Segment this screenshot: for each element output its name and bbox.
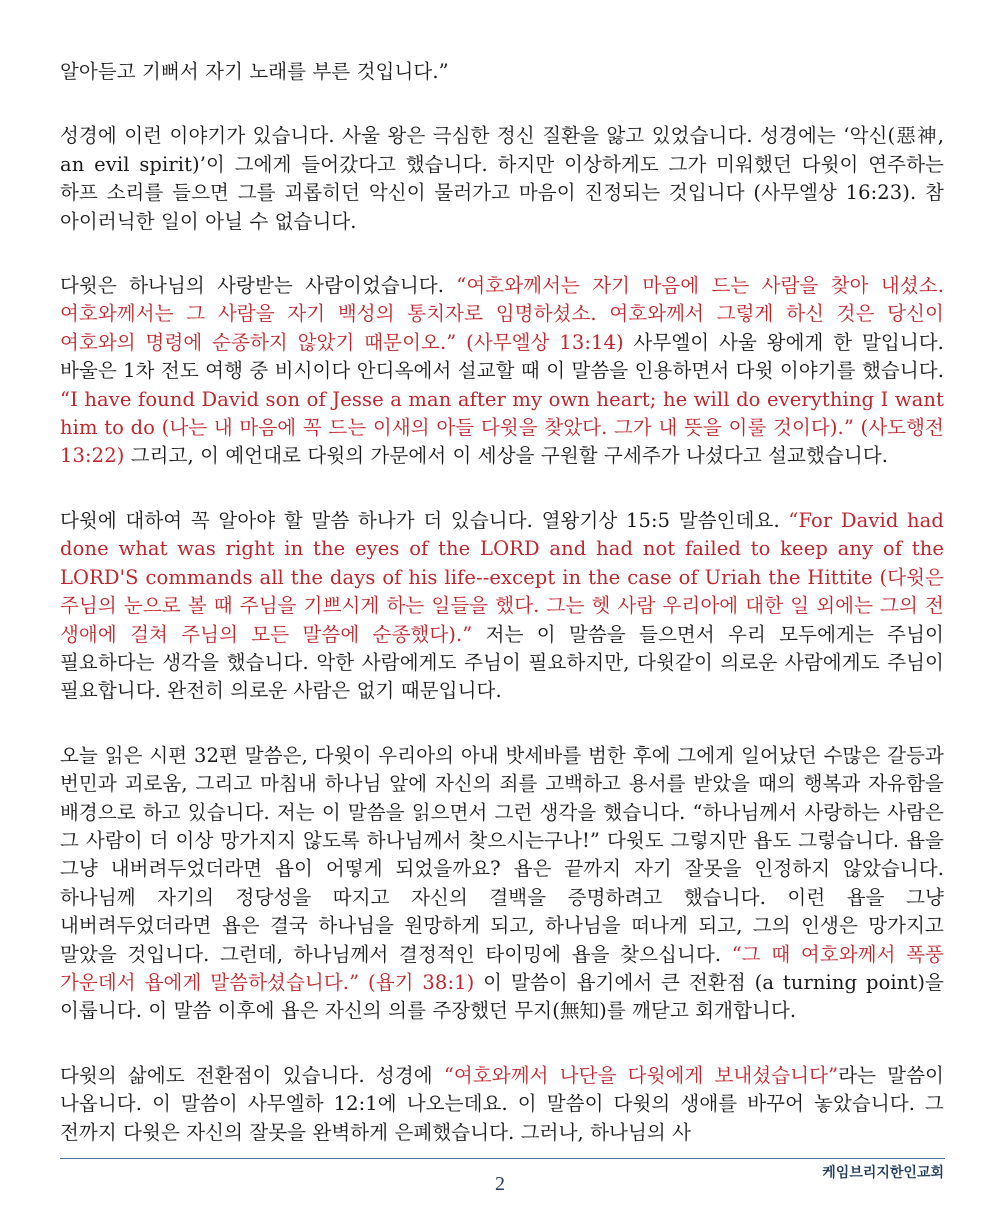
body-text-run: 그리고, 이 예언대로 다윗의 가문에서 이 세상을 구원할 구세주가 나셨다고 설교했습니다.	[124, 444, 889, 468]
body-text-run: 저는 이 말씀을 들으면서 우리 모두에게는 주님이 필요하다는 생각을 했습니다. 악한 사람에게도 주님이 필요하지만, 다윗같이 의로운 사람에게도 주님이 필요합니다. 완전히 의로운 사람은 없기 때문입니다.	[60, 622, 944, 703]
page-number: 2	[495, 1173, 505, 1195]
body-text	[60, 58, 944, 1147]
body-text-run: 다윗의 삶에도 전환점이 있습니다. 성경에	[60, 1063, 444, 1087]
body-text-run: 이 말씀이 욥기에서 큰 전환점 (a turning point)을 이룹니다. 이 말씀 이후에 욥은 자신의 의를 주장했던 무지(無知)를 깨닫고 회개합니다.	[60, 970, 944, 1023]
paragraph	[60, 272, 944, 471]
paragraph	[60, 1062, 944, 1147]
body-text-run: 다윗에 대하여 꼭 알아야 할 말씀 하나가 더 있습니다. 열왕기상 15:5 말씀인데요.	[60, 508, 789, 532]
scripture-quote: “그 때 여호와께서 폭풍 가운데서 욥에게 말씀하셨습니다.” (욥기 38:1)	[60, 942, 944, 994]
body-text-run: 오늘 읽은 시편 32편 말씀은, 다윗이 우리아의 아내 밧세바를 범한 후에 그에게 일어났던 수많은 갈등과 번민과 괴로움, 그리고 마침내 하나님 앞에 자신의 죄를 고백하고 용서를 받았을 때의 행복과 자유함을 배경으로 하고 있습니다. 저는 이 말씀을 읽으면서 그런 생각을 했습니다. “하나님께서 사랑하는 사람은 그 사람이 더 이상 망가지지 않도록 하나님께서 찾으시는구나!” 다윗도 그렇지만 욥도 그렇습니다. 욥을 그냥 내버려두었더라면 욥이 어떻게 되었을까요? 욥은 끝까지 자기 잘못을 인정하지 않았습니다. 하나님께 자기의 정당성을 따지고 자신의 결백을 증명하려고 했습니다. 이런 욥을 그냥 내버려두었더라면 욥은 결국 하나님을 원망하게 되고, 하나님을 떠나게 되고, 그의 인생은 망가지고 말았을 것입니다. 그런데, 하나님께서 결정적인 타이밍에 욥을 찾으십니다.	[60, 743, 944, 966]
scripture-quote: “여호와께서는 자기 마음에 드는 사람을 찾아 내셨소. 여호와께서는 그 사람을 자기 백성의 통치자로 임명하셨소. 여호와께서 그렇게 하신 것은 당신이 여호와의 명령에 순종하지 않았기 때문이오.” (사무엘상 13:14)	[60, 274, 944, 354]
church-name: 케임브리지한인교회	[822, 1165, 944, 1181]
scripture-quote: “여호와께서 나단을 다윗에게 보내셨습니다”	[443, 1063, 839, 1087]
scripture-quote: “For David had done what was right in the eyes of the LORD and had not failed to keep any of the LORD'S commands all the days of his life--except in the case of Uriah the Hittite (다윗은 주님의 눈으로 볼 때 주님을 기쁘시게 하는 일들을 했다. 그는 헷 사람 우리아에 대한 일 외에는 그의 전 생애에 걸쳐 주님의 모든 말씀에 순종했다).”	[60, 508, 944, 646]
paragraph	[60, 122, 944, 236]
body-text-run: 라는 말씀이 나옵니다. 이 말씀이 사무엘하 12:1에 나오는데요. 이 말씀이 다윗의 생애를 바꾸어 놓았습니다. 그 전까지 다윗은 자신의 잘못을 완벽하게 은폐했습니다. 그러나, 하나님의 사	[60, 1063, 944, 1144]
body-text-run: 다윗은 하나님의 사랑받는 사람이었습니다.	[60, 274, 457, 298]
paragraph	[60, 507, 944, 706]
scripture-quote: “I have found David son of Jesse a man after my own heart; he will do everything I want him to do (나는 내 마음에 꼭 드는 이새의 아들 다윗을 찾았다. 그가 내 뜻을 이룰 것이다).” (사도행전 13:22)	[60, 387, 944, 468]
body-text-run: 성경에 이런 이야기가 있습니다. 사울 왕은 극심한 정신 질환을 앓고 있었습니다. 성경에는 ‘악신(惡神, an evil spirit)’이 그에게 들어갔다고 했습니다. 하지만 이상하게도 그가 미워했던 다윗이 연주하는 하프 소리를 들으면 그를 괴롭히던 악신이 물러가고 마음이 진정되는 것입니다 (사무엘상 16:23). 참 아이러닉한 일이 아닐 수 없습니다.	[60, 124, 944, 233]
paragraph	[60, 58, 944, 86]
body-text-run: 사무엘이 사울 왕에게 한 말입니다. 바울은 1차 전도 여행 중 비시이다 안디옥에서 설교할 때 이 말씀을 인용하면서 다윗 이야기를 했습니다.	[60, 330, 944, 383]
paragraph	[60, 742, 944, 1026]
footer-divider	[60, 1158, 945, 1159]
body-text-run: 알아듣고 기뻐서 자기 노래를 부른 것입니다.”	[60, 60, 449, 83]
